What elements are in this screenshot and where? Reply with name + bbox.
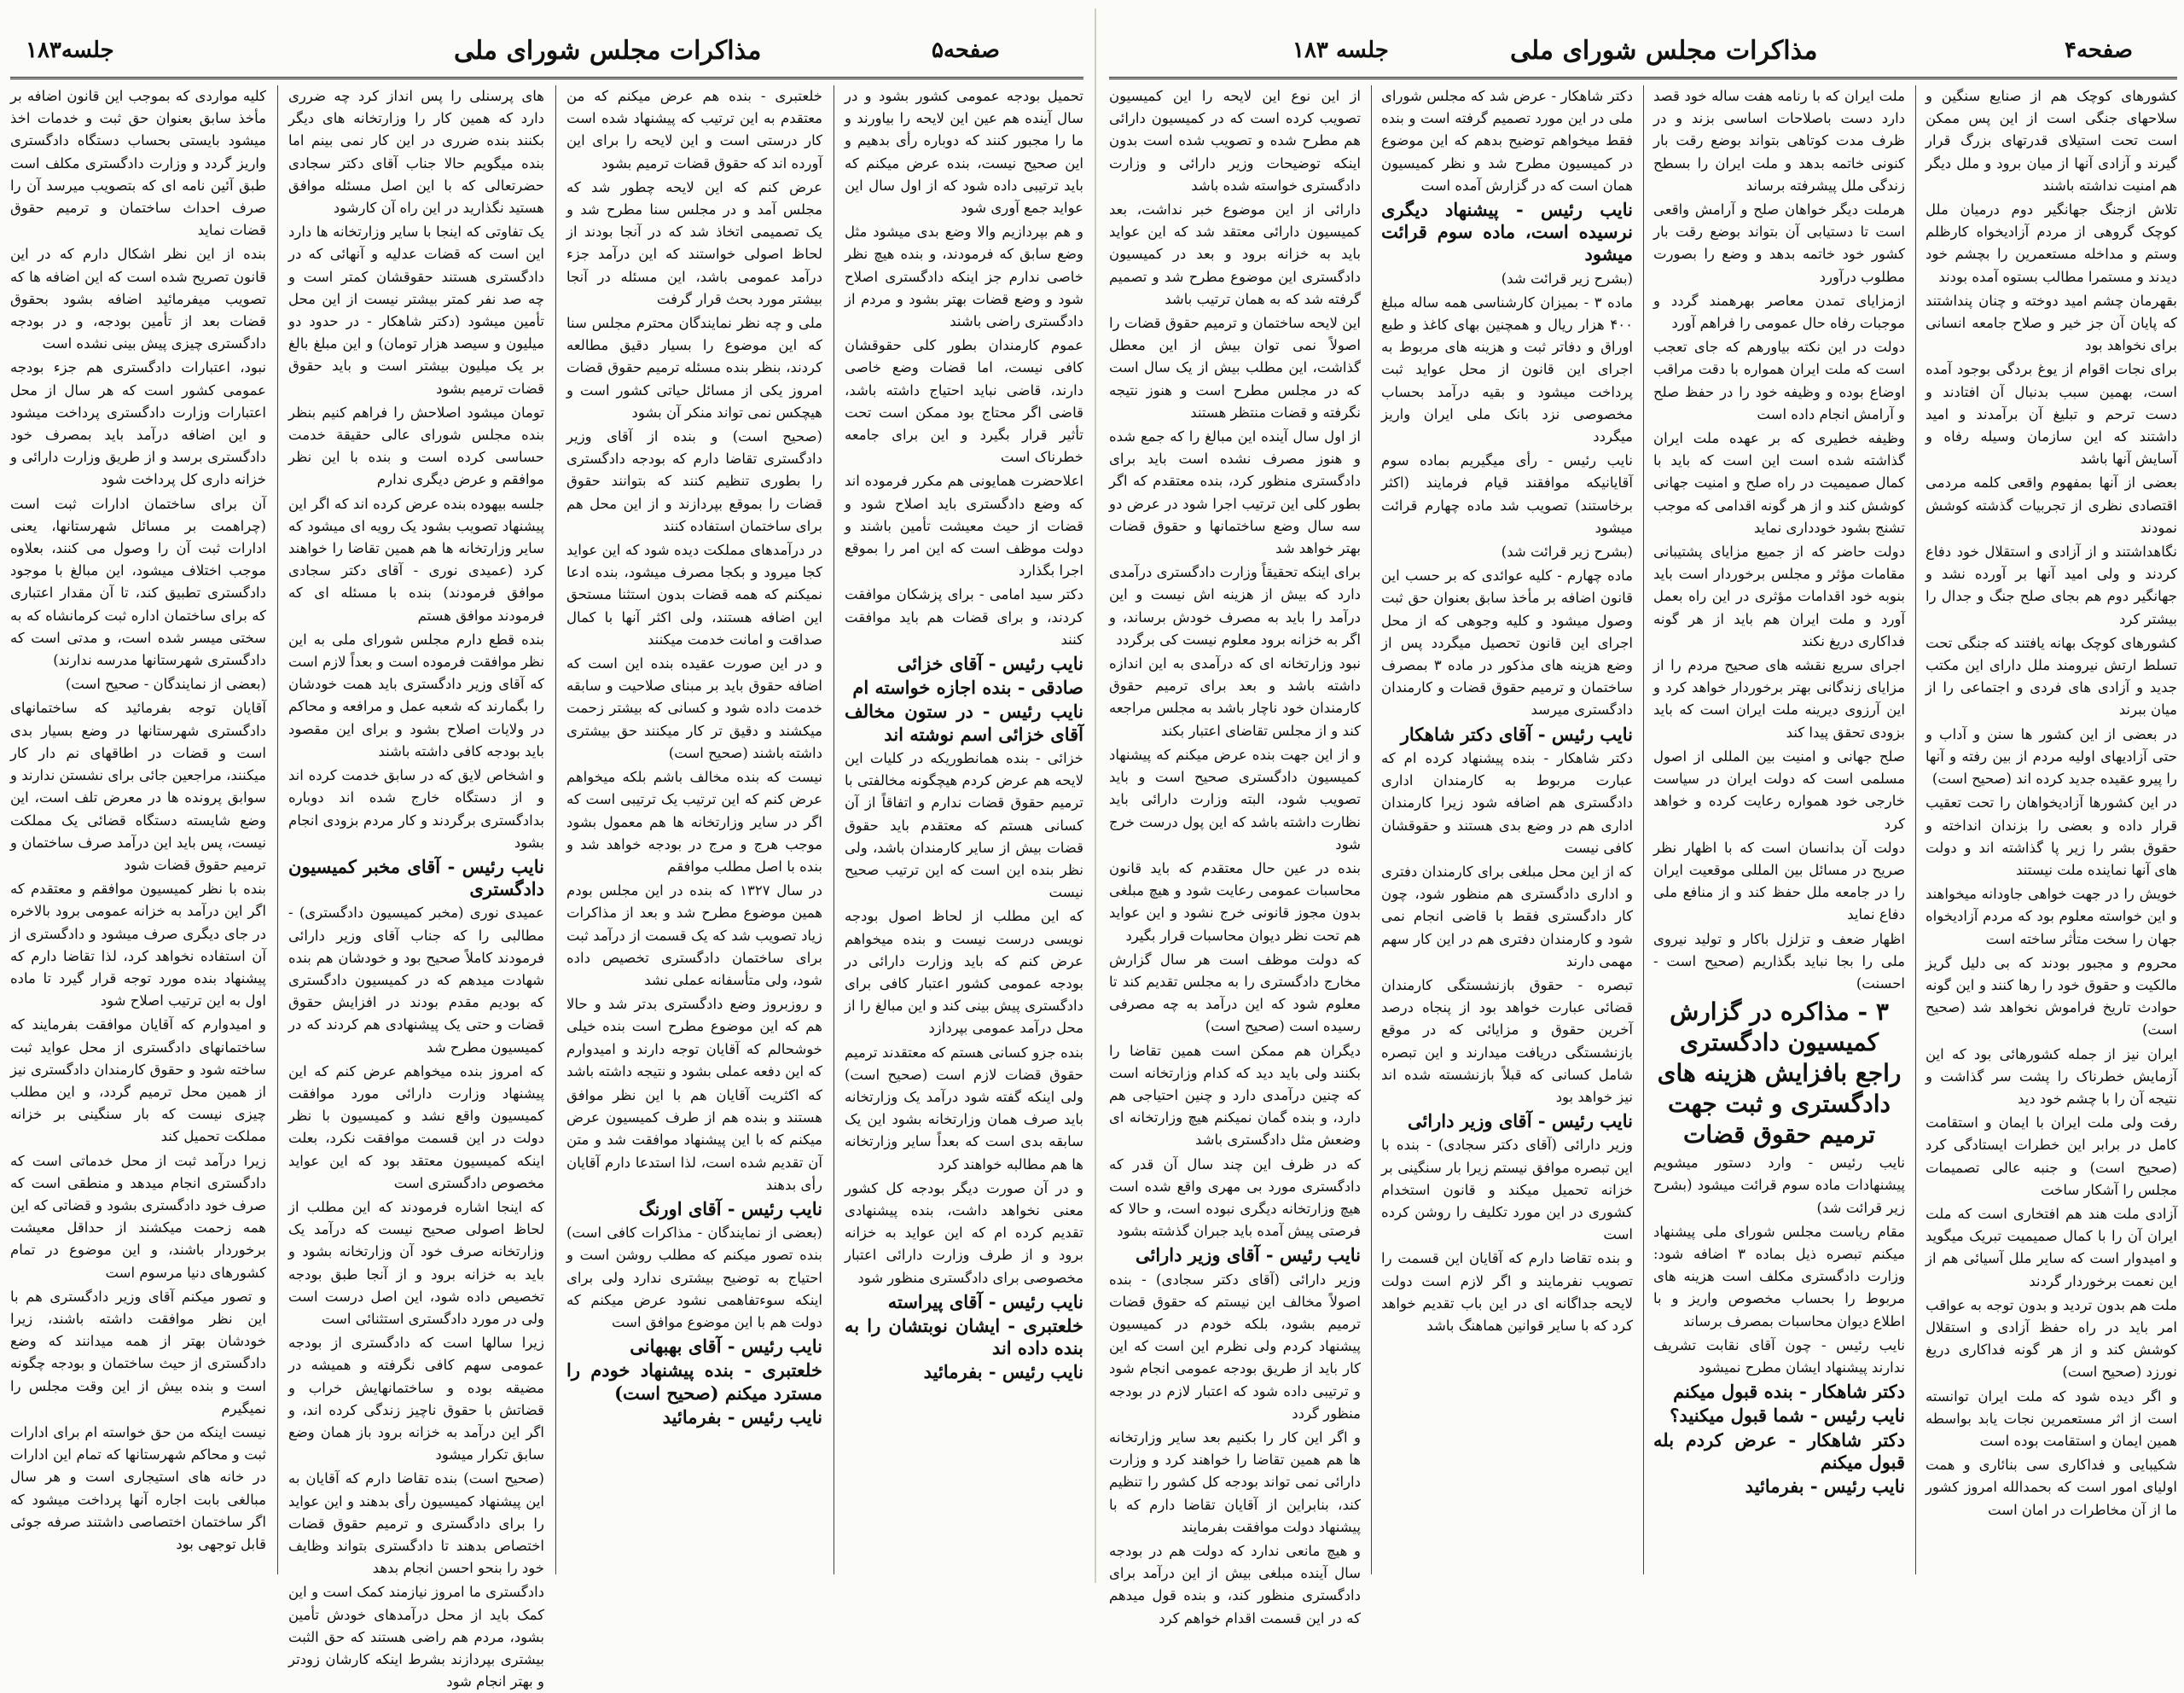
page-header <box>1109 32 2177 79</box>
paragraph: بعضی از آنها بمفهوم واقعی کلمه مردمی اقتصادی نظری از تجربیات گذشته کوشش نمودند <box>1926 474 2177 536</box>
paragraph: دادگستری ما امروز نیازمند کمک است و این کمک باید از محل درآمدهای خودش تأمین بشود، مردم هم راضی هستند که حق الثبت بیشتری بپردازند بشرط اینکه کارشان زودتر و بهتر انجام شود <box>288 1584 544 1690</box>
paragraph: ایران نیز از جمله کشورهائی بود که این آزمایش خطرناک را پشت سر گذاشت و نتیجه آن را با چشم خود دید <box>1926 1045 2177 1107</box>
paragraph: در سال ۱۳۲۷ که بنده در این مجلس بودم همین موضوع مطرح شد و بعد از مذاکرات زیاد تصویب شد که یک قسمت از درآمد ثبت برای ساختمان دادگستری تخصیص داده شود، ولی متأسفانه عملی نشد <box>566 882 822 988</box>
paragraph: ازمزایای تمدن معاصر بهرهمند گردد و موجبات رفاه حال عمومی را فراهم آورد <box>1653 292 1905 332</box>
paragraph: و در این صورت عقیده بنده این است که اضافه حقوق باید بر مبنای صلاحیت و سابقه خدمت داده شود و کسانی که بیشتر زحمت میکشند و دقیق تر کار میکنند حق بیشتری داشته باشند (صحیح است) <box>566 655 822 761</box>
paragraph: و در آن صورت دیگر بودجه کل کشور معنی نخواهد داشت، بنده پیشنهادی تقدیم کرده ام که این عواید به خزانه برود و از طرف وزارت دارائی اعتبار مخصوصی برای دادگستری منظور شود <box>845 1179 1083 1286</box>
paragraph: و بنده تقاضا دارم که آقایان این قسمت را تصویب نفرمایند و اگر لازم است دولت لایحه جداگانه ای در این باب تقدیم خواهد کرد که با سایر قوانین هماهنگ باشد <box>1381 1250 1633 1334</box>
paragraph: که امروز بنده میخواهم عرض کنم که این پیشنهاد وزارت دارائی مورد موافقت کمیسیون واقع نشد و کمیسیون با نظر دولت در این قسمت موافقت نکرد، بعلت اینکه کمیسیون معتقد بود که این عواید مخصوص دادگستری است <box>288 1062 544 1191</box>
paragraph: ملت ایران که با رنامه هفت ساله خود قصد دارد دست باصلاحات اساسی بزند و در ظرف مدت کوتاهی بتواند بوضع رقت بار کنونی خاتمه بدهد و ملت ایران را بسطح زندگی ملل پیشرفته برساند <box>1653 88 1905 194</box>
paragraph: هرملت دیگر خواهان صلح و آرامش واقعی است تا دستیابی آن بتواند بوضع رقت بار کشور خود خاتمه بدهد و وضع را بصورت مطلوب درآورد <box>1653 201 1905 285</box>
text-column <box>1381 85 1633 1574</box>
paragraph: و هیچ مانعی ندارد که دولت هم در بودجه سال آینده مبلغی بیش از این درآمد برای دادگستری منظور کند، و بنده قول میدهم که در این قسمت اقدام خواهم کرد <box>1109 1543 1361 1626</box>
paragraph: عموم کارمندان بطور کلی حقوقشان کافی نیست، اما قضات وضع خاصی دارند، قاضی نباید احتیاج داشته باشد، قاضی اگر محتاج بود ممکن است تحت تأثیر قرار بگیرد و این برای جامعه خطرناک است <box>845 337 1083 466</box>
speaker-line: خلعتبری - ایشان نوبتشان را به بنده داده اند <box>845 1314 1083 1359</box>
section-heading: ۳ - مذاکره در گزارش کمیسیون دادگستری راجع بافزایش هزینه های دادگستری و ثبت جهت ترمیم حقوق قضات <box>1657 998 1902 1149</box>
text-column <box>10 85 266 1574</box>
speaker-line: نایب رئیس - در ستون مخالف آقای خزائی اسم نوشته اند <box>845 701 1083 745</box>
paragraph: کلیه مواردی که بموجب این قانون اضافه بر مأخذ سابق بعنوان حق ثبت و خدمات اخذ میشود بایستی بحساب دستگاه دادگستری واریز گردد و وزارت دادگستری مکلف است طبق آئین نامه ای که بتصویب میرسد آن را صرف احداث ساختمان و ترمیم حقوق قضات نماید <box>10 88 266 239</box>
paragraph: ملی و چه نظر نمایندگان محترم مجلس سنا که این موضوع را بسیار دقیق مطالعه کردند، بنظر بنده مسئله ترمیم حقوق قضات امروز یکی از مسائل حیاتی کشور است و هیچکس نمی تواند منکر آن بشود <box>566 315 822 421</box>
paragraph: نیست اینکه من حق خواسته ام برای ادارات ثبت و محاکم شهرستانها که تمام این ادارات در خانه های استیجاری است و هر سال مبالغی بابت اجاره آنها پرداخت میشود که اگر ساختمان اختصاصی داشتند صرفه جوئی قابل توجهی بود <box>10 1423 266 1552</box>
paragraph: (بعضی از نمایندگان - صحیح است) <box>65 676 266 693</box>
paragraph: عرض کنم که این لایحه چطور شد که مجلس آمد و در مجلس سنا مطرح شد و یک تصمیمی اتخاذ شد که در آنجا بودند از لحاظ اصولی خواستند که این درآمد جزء درآمد عمومی باشد، این مسئله در آنجا بیشتر مورد بحث قرار گرفت <box>566 178 822 307</box>
column-divider <box>277 85 278 1574</box>
paragraph: (بشرح زیر قرائت شد) <box>1501 544 1633 561</box>
paragraph: بقهرمان چشم امید دوخته و چنان پنداشتند که پایان آن جز خیر و صلاح جامعه انسانی برای نخواهد بود <box>1926 292 2177 354</box>
page-number: صفحه۵ <box>932 38 1000 63</box>
paragraph: وزیر دارائی (آقای دکتر سجادی) - بنده اصولاً مخالف این نیستم که حقوق قضات ترمیم بشود، بلکه خودم در کمیسیون پیشنهاد کردم ولی نظرم این است که این کار باید از طریق بودجه عمومی انجام شود و ترتیبی داده شود که اعتبار لازم در بودجه منظور گردد <box>1109 1271 1361 1422</box>
speaker-line: نایب رئیس - پیشنهاد دیگری نرسیده است، ماده سوم قرائت میشود <box>1381 199 1633 265</box>
paragraph: نایب رئیس - چون آقای نقابت تشریف ندارند پیشنهاد ایشان مطرح نمیشود <box>1653 1336 1905 1376</box>
paragraph: دولت آن بدانسان است که با اظهار نظر صریح در مسائل بین المللی موقعیت ایران را در جامعه ملل حفظ کند و از منافع ملی دفاع نماید <box>1653 839 1905 923</box>
paragraph: وزیر دارائی (آقای دکتر سجادی) - بنده با این تبصره موافق نیستم زیرا بار سنگینی بر خزانه تحمیل میکند و قانون استخدام کشوری در این مورد تکلیف را روشن کرده است <box>1381 1137 1633 1243</box>
paragraph: خویش را در جهت خواهی جاودانه میخواهند و این خواسته معلوم بود که مردم آزادیخواه جهان را سخت متأثر ساخته است <box>1926 886 2177 947</box>
column-divider <box>1643 85 1644 1574</box>
text-column <box>1109 85 1361 1626</box>
paragraph: که دولت موظف است هر سال گزارش مخارج دادگستری را به مجلس تقدیم کند تا معلوم شود که این درآمد به چه مصرفی رسیده است (صحیح است) <box>1109 951 1361 1035</box>
page-4 <box>1109 0 2177 1626</box>
paragraph: خزائی - بنده همانطوریکه در کلیات این لایحه هم عرض کردم هیچگونه مخالفتی با ترمیم حقوق قضات ندارم و اتفاقاً از آن کسانی هستم که معتقدم باید حقوق قضات بیش از سایر کارمندان باشد، ولی نظر بنده این است که این ترتیب صحیح نیست <box>845 749 1083 901</box>
speaker-line: دکتر شاهکار - بنده قبول میکنم <box>1673 1381 1905 1403</box>
session-number: جلسه ۱۸۳ <box>1292 38 1389 63</box>
paragraph: های پرسنلی را پس انداز کرد چه ضرری دارد که همین کار را وزارتخانه های دیگر بکنند بنده ضرری در این کار نمی بینم اما بنده میگویم حالا جناب آقای دکتر سجادی حضرتعالی که با این اصل مسئله موافق هستید نگذارید در این راه آن کارشود <box>288 88 544 217</box>
speaker-line: نایب رئیس - آقای خزائی <box>897 653 1083 675</box>
paragraph: و روزبروز وضع دادگستری بدتر شد و حالا هم که این موضوع مطرح است بنده خیلی خوشحالم که آقایان توجه دارند و امیدوارم که این دفعه عملی بشود و نتیجه داشته باشد <box>566 996 822 1079</box>
paragraph: دکتر شاهکار - عرض شد که مجلس شورای ملی در این مورد تصمیم گرفته است و بنده فقط میخواهم توضیح بدهم که این موضوع در کمیسیون مطرح شد و نظر کمیسیون همان است که در گزارش آمده است <box>1381 88 1633 194</box>
page-gutter <box>1095 9 1096 1583</box>
paragraph: کشورهای کوچک هم از صنایع سنگین و سلاحهای جنگی است از این پس ممکن است تحت استیلای قدرتهای بزرگ قرار گیرند و آزادی آنها از میان برود و ملل دیگر هم امنیت نداشته باشند <box>1926 88 2177 194</box>
text-column <box>288 85 544 1690</box>
speaker-line: نایب رئیس - بفرمائید <box>1745 1475 1905 1497</box>
speaker-line: نایب رئیس - آقای پیراسته <box>887 1290 1083 1312</box>
page-header <box>10 32 1083 79</box>
paragraph: شکیبایی و فداکاری سی بنائاری و همت اولیای امور است که بحمدالله امروز کشور ما از آن مخاطرات در امان است <box>1926 1457 2177 1518</box>
paragraph: اعلاحضرت همایونی هم مکرر فرموده اند که وضع دادگستری باید اصلاح شود و قضات از حیث معیشت تأمین باشند و دولت موظف است که این امر را بموقع اجرا بگذارد <box>845 473 1083 579</box>
paragraph: که از این محل مبلغی برای کارمندان دفتری و اداری دادگستری هم منظور شود، چون کار دادگستری فقط با قاضی انجام نمی شود و کارمندان دفتری هم در این کار سهم مهمی دارند <box>1381 863 1633 969</box>
paragraph: برای اینکه تحقیقاً وزارت دادگستری درآمدی دارد که بیش از هزینه اش نیست و این درآمد را باید به مصرف خودش برساند، و اگر به خزانه برود معلوم نیست کی برگردد <box>1109 564 1361 648</box>
speaker-line: صادقی - بنده اجازه خواسته ام <box>852 677 1083 699</box>
paragraph: کشورهای کوچک بهانه یافتند که جنگی تحت تسلط ارتش نیرومند ملل دارای این مکتب جدید و آزادی های فردی و اجتماعی را از میان ببرند <box>1926 634 2177 719</box>
paragraph: این لایحه ساختمان و ترمیم حقوق قضات را اصولاً نمی توان بیش از این معطل گذاشت، این مطلب بیش از یک سال است که در مجلس مطرح است و هنوز نتیجه نگرفته و قضات منتظر هستند <box>1109 315 1361 421</box>
paragraph: و اگر دیده شود که ملت ایران توانسته است از اثر مستعمرین نجات یابد بواسطه همین ایمان و استقامت بوده است <box>1926 1388 2177 1449</box>
page-5 <box>10 0 1083 1690</box>
speaker-line: نایب رئیس - آقای مخبر کمیسیون دادگستری <box>288 855 544 900</box>
paragraph: و هم بپردازیم والا وضع بدی میشود مثل وضع سابق که فرمودند، و بنده هیچ نظر خاصی ندارم جز اینکه دادگستری اصلاح شود و وضع قضات بهتر بشود و مردم از دادگستری راضی باشند <box>845 224 1083 330</box>
speaker-line: نایب رئیس - بفرمائید <box>662 1405 822 1428</box>
masthead-title: مذاکرات مجلس شورای ملی <box>1510 36 1818 66</box>
paragraph: (بعضی از نمایندگان - مذاکرات کافی است) بنده تصور میکنم که مطلب روشن است و احتیاج به توضیح بیشتری ندارد ولی برای اینکه سوءتفاهمی نشود عرض میکنم که دولت هم با این موضوع موافق است <box>566 1225 822 1330</box>
speaker-line: نایب رئیس - شما قبول میکنید؟ <box>1670 1405 1905 1427</box>
paragraph: ملت هم بدون تردید و بدون توجه به عواقب امر باید در راه حفظ آزادی و استقلال کوشش کند و از هر گونه فداکاری دریغ نورزد (صحیح است) <box>1926 1296 2177 1381</box>
paragraph: اجرای سریع نقشه های صحیح مردم را از مزایای زندگانی بهتر برخوردار خواهد کرد و این آرزوی دیرینه ملت ایران است که باید بزودی تحقق پیدا کند <box>1653 657 1905 741</box>
paragraph: دارائی از این موضوع خبر نداشت، بعد کمیسیون دارائی معتقد شد که این عواید باید به خزانه برود و بعد در کمیسیون دادگستری این موضوع مطرح شد و تصمیم گرفته شد که به همان ترتیب باشد <box>1109 201 1361 307</box>
paragraph: نگاهداشتند و از آزادی و استقلال خود دفاع کردند و ولی امید آنها بر آورده نشد و جهانگیر دوم هم بجای صلح جنگ و جدال را بیشتر کرد <box>1926 544 2177 627</box>
paragraph: خلعتبری - بنده هم عرض میکنم که من معتقدم به این ترتیب که پیشنهاد شده است کار درستی است و این لایحه را برای این آورده اند که حقوق قضات ترمیم بشود <box>566 88 822 172</box>
paragraph: و از این جهت بنده عرض میکنم که پیشنهاد کمیسیون دادگستری صحیح است و باید تصویب شود، البته وزارت دارائی باید نظارت داشته باشد که این پول درست خرج شود <box>1109 746 1361 852</box>
paragraph: دولت در این نکته بیاورهم که جای تعجب است که ملت ایران همواره با دقت مراقب اوضاع بوده و وظیفه خود را در حفظ صلح و آرامش انجام داده است <box>1653 339 1905 422</box>
paragraph: بنده با نظر کمیسیون موافقم و معتقدم که اگر این درآمد به خزانه عمومی برود بالاخره در جای دیگری صرف میشود و دادگستری از آن استفاده نخواهد کرد، لذا تقاضا دارم که پیشنهاد بنده مورد توجه قرار گیرد تا ماده اول به این ترتیب اصلاح شود <box>10 881 266 1009</box>
paragraph: از این نوع این لایحه را این کمیسیون تصویب کرده است که در کمیسیون دارائی هم مطرح شده و تصویب شده است بدون اینکه توضیحات وزیر دارائی و وزارت دادگستری خواسته شده باشد <box>1109 88 1361 194</box>
paragraph: دکتر سید امامی - برای پزشکان موافقت کردند، و برای قضات هم باید موافقت کنند <box>845 586 1083 648</box>
speaker-line: نایب رئیس - آقای دکتر شاهکار <box>1400 723 1633 745</box>
paragraph: صلح جهانی و امنیت بین المللی از اصول مسلمی است که دولت ایران در سیاست خارجی خود همواره رعایت کرده و خواهد کرد <box>1653 748 1905 832</box>
paragraph: زیرا درآمد ثبت از محل خدماتی است که دادگستری انجام میدهد و منطقی است که صرف خود دادگستری بشود و قضاتی که این همه زحمت میکشند از حداقل معیشت برخوردار باشند، و این موضوع در تمام کشورهای دنیا مرسوم است <box>10 1152 266 1281</box>
paragraph: که اینجا اشاره فرمودند که این مطلب از لحاظ اصولی صحیح نیست که درآمد یک وزارتخانه صرف خود آن وزارتخانه بشود و باید به خزانه برود و از آنجا طبق بودجه تخصیص داده شود، این اصل درست است ولی در مورد دادگستری استثنائی است <box>288 1198 544 1327</box>
paragraph: (صحیح است) و بنده از آقای وزیر دادگستری تقاضا دارم که بودجه دادگستری را بطوری تنظیم کنند که بتوانند حقوق قضات را بموقع بپردازند و از این محل هم برای ساختمان استفاده کنند <box>566 428 822 534</box>
paragraph: مقام ریاست مجلس شورای ملی پیشنهاد میکنم تبصره ذیل بماده ۳ اضافه شود: وزارت دادگستری مکلف است هزینه های مربوط را بحساب مخصوص واریز و با اطلاع دیوان محاسبات بمصرف برساند <box>1653 1223 1905 1329</box>
paragraph: و اگر این کار را بکنیم بعد سایر وزارتخانه ها هم همین تقاضا را خواهند کرد و وزارت دارائی نمی تواند بودجه کل کشور را تنظیم کند، بنابراین از آقایان تقاضا دارم که با پیشنهاد دولت موافقت بفرمایند <box>1109 1428 1361 1535</box>
column-divider <box>1915 85 1916 1574</box>
masthead-title: مذاکرات مجلس شورای ملی <box>454 36 762 66</box>
paragraph: و تصور میکنم آقای وزیر دادگستری هم با این نظر موافقت داشته باشند، زیرا خودشان بهتر از همه میدانند که وضع دادگستری از حیث ساختمان و بودجه چگونه است و بنده بیش از این وقت مجلس را نمیگیرم <box>10 1288 266 1417</box>
paragraph: یک تفاوتی که اینجا با سایر وزارتخانه ها دارد این است که قضات عدلیه و آنهائی که در دادگستری هستند حقوقشان کمتر است و چه صد نفر کمتر بیشتر نیست از این محل تأمین میشود (دکتر شاهکار - در حدود دو میلیون و سیصد هزار تومان) و این مبلغ بالغ بر یک میلیون بیشتر است و باید حقوق قضات ترمیم بشود <box>288 224 544 397</box>
column-divider <box>555 85 556 1574</box>
paragraph: ماده چهارم - کلیه عوائدی که بر حسب این قانون اضافه بر مأخذ سابق بعنوان حق ثبت وصول میشود و کلیه وجوهی که از محل اجرای این قانون تحصیل میگردد پس از وضع هزینه های مذکور در ماده ۳ بمصرف ساختمان و ترمیم حقوق قضات و کارمندان دادگستری میرسد <box>1381 567 1633 719</box>
paragraph: وظیفه خطیری که بر عهده ملت ایران گذاشته شده است این است که باید با کمال صمیمیت در راه صلح و امنیت جهانی کوشش کند و از هر گونه اقدامی که موجب تشنج بشود خودداری نماید <box>1653 430 1905 536</box>
paragraph: و امیدوارم که آقایان موافقت بفرمایند که ساختمانهای دادگستری از محل عواید ثبت ساخته شود و حقوق کارمندان دادگستری نیز از همین محل ترمیم گردد، و این مطلب چیزی نیست که بار سنگینی بر خزانه مملکت تحمیل کند <box>10 1016 266 1145</box>
paragraph: که اکثریت آقایان هم با این نظر موافق هستند و بنده هم از طرف کمیسیون عرض میکنم که با این پیشنهاد موافقت شد و متن آن تقدیم شده است، لذا استدعا دارم آقایان رأی بدهند <box>566 1086 822 1193</box>
paragraph: تحمیل بودجه عمومی کشور بشود و در سال آینده هم عین این لایحه را بیاورند و ما را مجبور کنند که دوباره رأی بدهیم و این صحیح نیست، بنده عرض میکنم که باید ترتیبی داده شود که از اول سال این عواید جمع آوری شود <box>845 88 1083 217</box>
speaker-line: نایب رئیس - بفرمائید <box>923 1361 1083 1383</box>
text-column <box>1653 85 1905 1574</box>
paragraph: نایب رئیس - رأی میگیریم بماده سوم آقایانیکه موافقند قیام فرمایند (اکثر برخاستند) تصویب شد ماده چهارم قرائت میشود <box>1381 452 1633 536</box>
paragraph: که در ظرف این چند سال آن قدر که دادگستری مورد بی مهری واقع شده است هیچ وزارتخانه دیگری نبوده است، و حالا که فرصتی پیش آمده باید جبران گذشته بشود <box>1109 1155 1361 1240</box>
paragraph: عمیدی نوری (مخبر کمیسیون دادگستری) - مطالبی را که جناب آقای وزیر دارائی فرمودند کاملاً صحیح بود و خودشان هم بنده شهادت میدهم که در کمیسیون دادگستری که بودیم مقدم بودند در افزایش حقوق قضات و حتی یک پیشنهادی هم کردند که در کمیسیون مطرح شد <box>288 905 544 1056</box>
speaker-line: نایب رئیس - آقای بهبهانی <box>630 1335 822 1358</box>
paragraph: جلسه بیهوده بنده عرض کرده اند که اگر این پیشنهاد تصویب بشود یک رویه ای میشود که سایر وزارتخانه ها هم همین تقاضا را خواهند کرد (عمیدی نوری - آقای دکتر سجادی موافق فرمودند) بنده با مسئله ای که فرمودند موافق هستم <box>288 495 544 624</box>
paragraph: برای نجات اقوام از یوغ بردگی بوجود آمده است، بهمین سبب بدنبال آن افتادند و دست ترحم و تبلیغ آن برآمدند و امید داشتند که این سازمان وسیله رفاه و آسایش آنها باشد <box>1926 361 2177 468</box>
page-number: صفحه۴ <box>2065 38 2133 63</box>
speaker-line: خلعتبری - بنده پیشنهاد خودم را مسترد میکنم (صحیح است) <box>566 1359 822 1404</box>
paragraph: نایب رئیس - وارد دستور میشویم پیشنهادات ماده سوم قرائت میشود (بشرح زیر قرائت شد) <box>1653 1155 1905 1216</box>
session-number: جلسه۱۸۳ <box>26 38 114 63</box>
paragraph: دکتر شاهکار - بنده پیشنهاد کرده ام که عبارت مربوط به کارمندان اداری دادگستری هم اضافه شود زیرا کارمندان اداری هم در وضع بدی هستند و حقوقشان کافی نیست <box>1381 749 1633 856</box>
paragraph: بنده در عین حال معتقدم که باید قانون محاسبات عمومی رعایت شود و هیچ مبلغی بدون مجوز قانونی خرج نشود و این عواید هم تحت نظر دیوان محاسبات قرار بگیرد <box>1109 859 1361 944</box>
speaker-line: نایب رئیس - آقای اورنگ <box>638 1197 822 1219</box>
paragraph: از اول سال آینده این مبالغ را که جمع شده و هنوز مصرف نشده است باید برای دادگستری منظور کرد، بنده معتقدم که اگر بطور کلی این ترتیب اجرا شود در عرض دو سه سال وضع ساختمانها و حقوق قضات بهتر خواهد شد <box>1109 428 1361 557</box>
speaker-line: دکتر شاهکار - عرض کردم بله قبول میکنم <box>1653 1428 1905 1473</box>
paragraph: نیست که بنده مخالف باشم بلکه میخواهم عرض کنم که این ترتیب یک ترتیبی است که اگر در سایر وزارتخانه ها هم معمول بشود موجب هرج و مرج در بودجه خواهد شد و بنده با اصل مطلب موافقم <box>566 769 822 875</box>
paragraph: بنده جزو کسانی هستم که معتقدند ترمیم حقوق قضات لازم است (صحیح است) ولی اینکه گفته شود درآمد یک وزارتخانه باید صرف همان وزارتخانه بشود این یک سابقه بدی است که بعداً سایر وزارتخانه ها هم مطالبه خواهند کرد <box>845 1044 1083 1172</box>
paragraph: زیرا سالها است که دادگستری از بودجه عمومی سهم کافی نگرفته و همیشه در مضیقه بوده و ساختمانهایش خراب و قضاتش با حقوق ناچیز زندگی کرده اند، و اگر این درآمد به خزانه برود باز همان وضع سابق تکرار میشود <box>288 1335 544 1463</box>
paragraph: بنده از این نظر اشکال دارم که در این قانون تصریح شده است که این اضافه ها که تصویب میفرمائید اضافه بشود بحقوق قضات بعد از تأمین بودجه، و در بودجه دادگستری چیزی پیش بینی نشده است <box>10 246 266 352</box>
paragraph: در درآمدهای مملکت دیده شود که این عواید کجا میرود و بکجا مصرف میشود، بنده ادعا نمیکنم که همه قضات بدون استثنا مستحق این اضافه هستند، ولی اکثر آنها با کمال صداقت و امانت خدمت میکنند <box>566 542 822 648</box>
paragraph: رفت ولی ملت ایران با ایمان و استقامت کامل در برابر این خطرات ایستادگی کرد (صحیح است) و جنبه عالی تصمیمات مجلس را آشکار ساخت <box>1926 1114 2177 1198</box>
paragraph: آقایان توجه بفرمائید که ساختمانهای دادگستری شهرستانها در وضع بسیار بدی است و قضات در اطاقهای نم دار کار میکنند، مراجعین جائی برای نشستن ندارند و سوابق پرونده ها در معرض تلف است، این وضع شایسته دستگاه قضائی یک مملکت نیست، پس باید این درآمد صرف ساختمان و ترمیم حقوق قضات شود <box>10 700 266 873</box>
paragraph: نبود، اعتبارات دادگستری هم جزء بودجه عمومی کشور است که هر سال از محل اعتبارات وزارت دادگستری پرداخت میشود و این اضافه درآمد باید بمصرف خود دادگستری برسد و از طریق وزارت دارائی و خزانه داری کل پرداخت شود <box>10 359 266 488</box>
text-column <box>566 85 822 1574</box>
paragraph: (صحیح است) بنده تقاضا دارم که آقایان به این پیشنهاد کمیسیون رأی بدهند و این عواید را برای دادگستری و ترمیم حقوق قضات اختصاص بدهند تا دادگستری بتواند وظایف خود را بنحو احسن انجام بدهد <box>288 1470 544 1577</box>
text-column <box>845 85 1083 1574</box>
paragraph: که این مطلب از لحاظ اصول بودجه نویسی درست نیست و بنده میخواهم عرض کنم که باید وزارت دارائی در بودجه عمومی کشور اعتبار کافی برای دادگستری پیش بینی کند و این مبالغ را از محل درآمد عمومی بپردازد <box>845 908 1083 1037</box>
paragraph: (بشرح زیر قرائت شد) <box>1501 270 1633 287</box>
paragraph: ماده ۳ - بمیزان کارشناسی همه ساله مبلغ ۴۰۰ هزار ریال و همچنین بهای کاغذ و طبع اوراق و دفاتر ثبت و هزینه های مربوط به اجرای این قانون از محل عواید ثبت پرداخت میشود و بقیه درآمد بحساب مخصوصی نزد بانک ملی ایران واریز میگردد <box>1381 294 1633 445</box>
paragraph: تبصره - حقوق بازنشستگی کارمندان قضائی عبارت خواهد بود از پنجاه درصد آخرین حقوق و مزایائی که در موقع بازنشستگی دریافت میدارند و این تبصره شامل کسانی که قبلاً بازنشسته شده اند نیز خواهد بود <box>1381 976 1633 1105</box>
paragraph: بنده قطع دارم مجلس شورای ملی به این نظر موافقت فرموده است و بعداً لازم است که آقای وزیر دادگستری باید همت خودشان را بگمارند که شعبه عمل و مرافعه و محاکم در ولایات اصلاح بشود و برای این مقصود باید بودجه کافی داشته باشند <box>288 631 544 759</box>
speaker-line: نایب رئیس - آقای وزیر دارائی <box>1135 1244 1361 1266</box>
paragraph: و اشخاص لایق که در سابق خدمت کرده اند و از دستگاه خارج شده اند دوباره بدادگستری برگردند و کار مردم بزودی انجام بشود <box>288 767 544 851</box>
column-divider <box>1371 85 1372 1574</box>
paragraph: دیگران هم ممکن است همین تقاضا را بکنند ولی باید دید که کدام وزارتخانه است که چنین درآمدی دارد و چنین احتیاجی هم دارد، و بنده گمان نمیکنم هیچ وزارتخانه ای وضعش مثل دادگستری باشد <box>1109 1042 1361 1149</box>
text-column <box>1926 85 2177 1574</box>
paragraph: تلاش ازجنگ جهانگیر دوم درمیان ملل کوچک گروهی از مردم آزادیخواه کارظلم وستم و مداخله مستعمرین را بچشم خود دیدند و مستمرا مطالب بستوه آمده بودند <box>1926 201 2177 285</box>
paragraph: تومان میشود اصلاحش را فراهم کنیم بنظر بنده مجلس شورای عالی حقیقة خدمت حساسی کرده است و بنده با این نظر موافقم و عرض دیگری ندارم <box>288 404 544 488</box>
paragraph: در این کشورها آزادیخواهان را تحت تعقیب قرار داده و بعضی را بزندان انداخته و حقوق بشر را زیر پا گذاشته اند و دولت های آنها نماینده ملت نیستند <box>1926 794 2177 878</box>
paragraph: در بعضی از این کشور ها سنن و آداب و حتی آزادیهای اولیه مردم از بین رفته و آنها را پیرو عقیده جدید کرده اند (صحیح است) <box>1926 725 2177 788</box>
speaker-line: نایب رئیس - آقای وزیر دارائی <box>1407 1110 1633 1132</box>
paragraph: اظهار ضعف و تزلزل باکار و تولید نیروی ملی را بجا نباید بگذاریم (صحیح است - احسنت) <box>1653 930 1905 992</box>
paragraph: دولت حاضر که از جمیع مزایای پشتیبانی مقامات مؤثر و مجلس برخوردار است باید بنوبه خود اقدامات مؤثری در این راه بعمل آورد و ملت ایران هم باید از هر گونه فداکاری دریغ نکند <box>1653 544 1905 649</box>
paragraph: آن برای ساختمان ادارات ثبت است (چراهمت بر مسائل شهرستانها، یعنی ادارات ثبت آن را وصول می کنند، بعلاوه موجب اختلاف میشود، این مبالغ با موجود دادگستری تطبیق کند، تا آن مقدار اعتباری که برای ساختمان اداره ثبت کرمانشاه که به سختی میسر شده است، و مدتی است که دادگستری شهرستانها مدرسه ندارند) <box>10 495 266 669</box>
paragraph: آزادی ملت هند هم افتخاری است که ملت ایران آن را با کمال صمیمیت تبریک میگوید و امیدوار است که سایر ملل آسیائی هم از این نعمت برخوردار گردند <box>1926 1205 2177 1289</box>
paragraph: نبود وزارتخانه ای که درآمدی به این اندازه داشته باشد و بعد برای ترمیم حقوق کارمندان خود ناچار باشد به مجلس مراجعه کند و از مجلس تقاضای اعتبار بکند <box>1109 655 1361 739</box>
paragraph: محروم و مجبور بودند که بی دلیل گریز مالکیت و حقوق خود را رها کنند و این گونه حوادث تاریخ فراموش نخواهد شد (صحیح است) <box>1926 954 2177 1038</box>
